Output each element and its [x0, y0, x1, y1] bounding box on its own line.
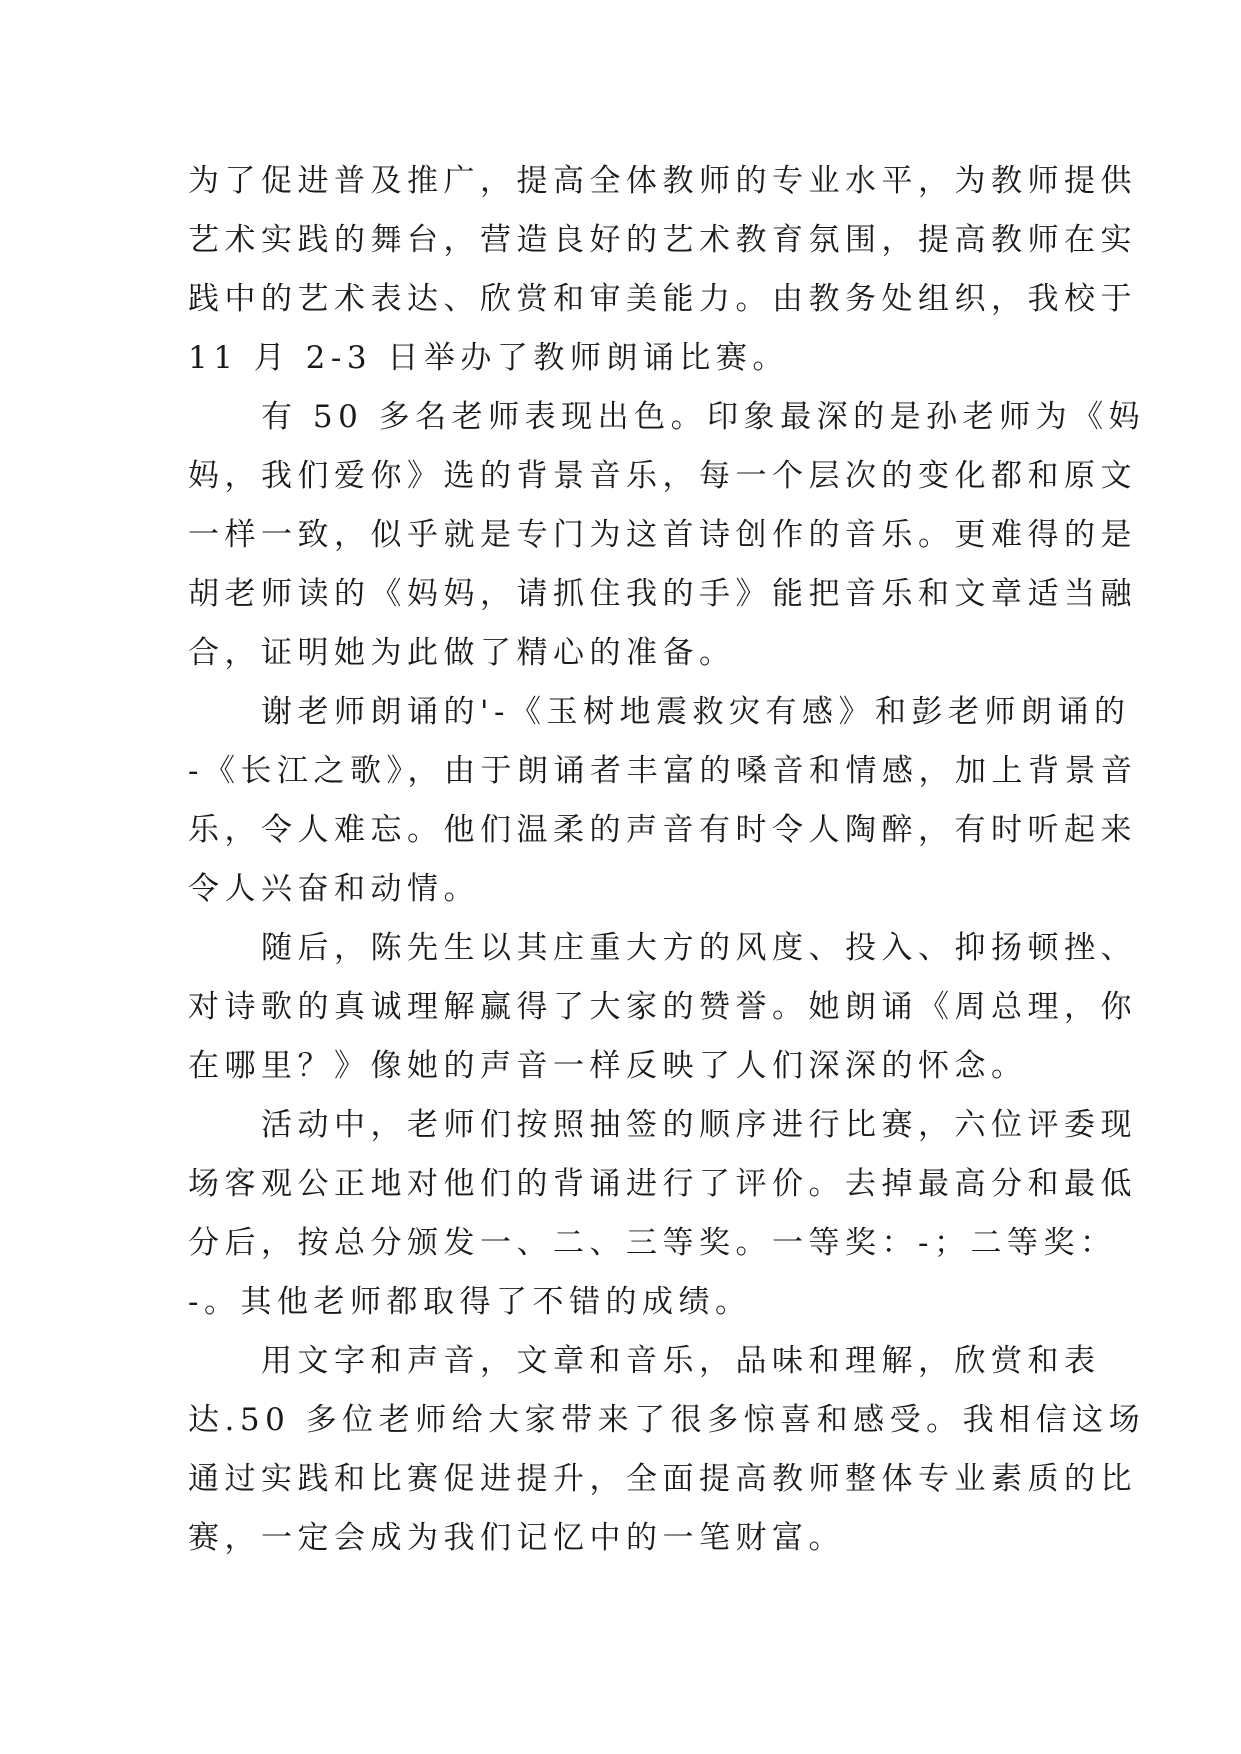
- text-line: 通过实践和比赛促进提升，全面提高教师整体专业素质的比: [188, 1461, 1137, 1497]
- text-line: 11 月 2-3 日举办了教师朗诵比赛。: [188, 340, 789, 376]
- text-line: 谢老师朗诵的'-《玉树地震救灾有感》和彭老师朗诵的: [188, 694, 1131, 730]
- text-line: 合，证明她为此做了精心的准备。: [188, 635, 736, 671]
- text-line: 乐，令人难忘。他们温柔的声音有时令人陶醉，有时听起来: [188, 812, 1137, 848]
- text-line: 随后，陈先生以其庄重大方的风度、投入、抑扬顿挫、: [188, 930, 1137, 966]
- paragraph-6: [188, 1332, 1146, 1568]
- text-line: 分后，按总分颁发一、二、三等奖。一等奖：-；二等奖：: [188, 1225, 1117, 1261]
- text-line: 艺术实践的舞台，营造良好的艺术教育氛围，提高教师在实: [188, 222, 1137, 258]
- text-line: 对诗歌的真诚理解赢得了大家的赞誉。她朗诵《周总理，你: [188, 989, 1137, 1025]
- text-line: 令人兴奋和动情。: [188, 871, 480, 907]
- text-line: 妈，我们爱你》选的背景音乐，每一个层次的变化都和原文: [188, 458, 1137, 494]
- paragraph-3: [188, 683, 1138, 919]
- paragraph-1: [188, 152, 1137, 388]
- text-line: 践中的艺术表达、欣赏和审美能力。由教务处组织，我校于: [188, 281, 1137, 317]
- text-line: -《长江之歌》，由于朗诵者丰富的嗓音和情感，加上背景音: [188, 753, 1138, 789]
- text-line: 赛，一定会成为我们记忆中的一笔财富。: [188, 1520, 845, 1556]
- text-line: -。其他老师都取得了不错的成绩。: [188, 1284, 752, 1320]
- paragraph-5: [188, 1096, 1137, 1332]
- document-body: [188, 152, 1146, 1568]
- text-line: 有 50 多名老师表现出色。印象最深的是孙老师为《妈: [188, 399, 1146, 435]
- paragraph-4: [188, 919, 1137, 1096]
- text-line: 胡老师读的《妈妈，请抓住我的手》能把音乐和文章适当融: [188, 576, 1137, 612]
- text-line: 为了促进普及推广，提高全体教师的专业水平，为教师提供: [188, 163, 1137, 199]
- text-line: 活动中，老师们按照抽签的顺序进行比赛，六位评委现: [188, 1107, 1137, 1143]
- text-line: 场客观公正地对他们的背诵进行了评价。去掉最高分和最低: [188, 1166, 1137, 1202]
- text-line: 用文字和声音，文章和音乐，品味和理解，欣赏和表: [188, 1343, 1101, 1379]
- paragraph-2: [188, 388, 1146, 683]
- text-line: 达.50 多位老师给大家带来了很多惊喜和感受。我相信这场: [188, 1402, 1146, 1438]
- text-line: 一样一致，似乎就是专门为这首诗创作的音乐。更难得的是: [188, 517, 1137, 553]
- text-line: 在哪里？》像她的声音一样反映了人们深深的怀念。: [188, 1048, 1028, 1084]
